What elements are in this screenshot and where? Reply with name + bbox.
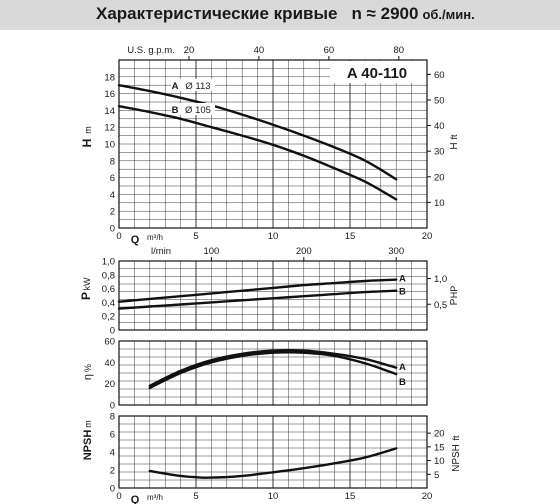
efficiency-y-axis-unit: %	[83, 363, 93, 373]
npsh-y2-axis-label: NPSH	[451, 444, 462, 472]
head-y2-tick-label: 50	[434, 95, 445, 107]
head-y2-tick-label: 60	[434, 69, 445, 81]
head-y-tick-label: 18	[104, 72, 115, 84]
efficiency-series-b-label: B	[399, 377, 406, 388]
head-y-tick-label: 2	[109, 206, 115, 218]
npsh-y2-tick-label: 5	[434, 469, 440, 481]
head-x-tick-label: 15	[344, 231, 356, 242]
head-x-tick-label: 20	[421, 231, 433, 242]
power-series-a-label: A	[399, 273, 406, 285]
head-y2-tick-label: 20	[434, 172, 445, 184]
efficiency-y-tick-label: 0	[109, 400, 115, 412]
head-series-a-label: A	[171, 81, 179, 92]
npsh-y-tick-label: 4	[109, 447, 115, 459]
npsh-x-tick-label: 0	[116, 491, 122, 502]
power-y-tick-label: 0,8	[101, 270, 115, 282]
npsh-y-tick-label: 2	[109, 465, 115, 477]
power-y-tick-label: 0,6	[101, 284, 115, 296]
head-y2-axis-label: H	[449, 142, 460, 150]
head-x2-tick-label: 20	[183, 45, 195, 56]
head-y-tick-label: 4	[109, 189, 115, 201]
speed-label: n ≈ 2900	[351, 4, 419, 23]
head-x-axis-unit: m³/h	[147, 233, 163, 242]
speed-unit-label: об./мин.	[422, 7, 475, 22]
power-y2-axis-unit: HP	[449, 285, 459, 299]
head-x2-tick-label: 40	[253, 45, 265, 56]
power-y-tick-label: 0,2	[101, 311, 115, 323]
model-title: A 40-110	[346, 65, 408, 82]
power-x2-tick-label: 100	[203, 246, 220, 257]
head-y2-tick-label: 40	[434, 121, 445, 133]
npsh-y-tick-label: 6	[109, 429, 115, 441]
head-series-b-diameter: Ø 105	[185, 105, 211, 116]
npsh-y2-tick-label: 15	[434, 442, 445, 454]
power-x2-tick-label: 300	[388, 246, 405, 257]
power-series-b-label: B	[399, 286, 406, 298]
head-x2-tick-label: 60	[323, 45, 335, 56]
head-y-tick-label: 14	[104, 105, 115, 117]
npsh-y-axis-unit: m	[83, 420, 93, 428]
head-y-tick-label: 16	[104, 89, 115, 101]
head-y-axis-unit: m	[83, 126, 93, 134]
npsh-x-tick-label: 20	[421, 491, 433, 502]
head-y-tick-label: 12	[104, 122, 115, 134]
power-y-axis-label: P	[79, 291, 93, 301]
npsh-x-tick-label: 15	[344, 491, 356, 502]
power-y2-tick-label: 0,5	[434, 299, 448, 311]
head-series-a-diameter: Ø 113	[185, 81, 211, 92]
head-x-tick-label: 0	[116, 231, 122, 242]
power-x2-tick-label: 200	[295, 246, 312, 257]
head-y2-axis-unit: ft	[449, 134, 459, 140]
head-x2-axis-label: U.S. g.p.m.	[127, 45, 175, 56]
head-y-tick-label: 0	[109, 223, 115, 235]
power-y-axis-unit: kW	[82, 277, 92, 291]
npsh-y2-tick-label: 10	[434, 456, 445, 468]
npsh-x-tick-label: 5	[193, 491, 199, 502]
power-y-tick-label: 0,4	[101, 297, 115, 309]
npsh-y-tick-label: 8	[109, 411, 115, 423]
title-label: Характеристические кривые	[96, 4, 338, 23]
efficiency-y-tick-label: 60	[104, 336, 115, 348]
efficiency-y-tick-label: 20	[104, 379, 115, 391]
power-y-tick-label: 0	[109, 325, 115, 337]
npsh-y2-axis-unit: ft	[451, 435, 461, 441]
head-series-b-label: B	[171, 105, 179, 116]
efficiency-series-a-label: A	[399, 362, 406, 373]
npsh-y2-tick-label: 20	[434, 428, 445, 440]
head-y-axis-label: H	[80, 138, 94, 148]
npsh-y-axis-label: NPSH	[82, 429, 94, 461]
head-x-axis-label: Q	[130, 234, 140, 246]
head-x-tick-label: 10	[267, 231, 279, 242]
head-x-tick-label: 5	[193, 231, 199, 242]
npsh-y-tick-label: 0	[109, 483, 115, 495]
head-x2-tick-label: 80	[393, 45, 405, 56]
efficiency-y-tick-label: 40	[104, 357, 115, 369]
head-y-tick-label: 8	[109, 156, 115, 168]
head-y-tick-label: 10	[104, 139, 115, 151]
npsh-x-tick-label: 10	[267, 491, 279, 502]
power-y2-axis-label: P	[449, 298, 460, 306]
npsh-x-axis-label: Q	[130, 494, 140, 504]
efficiency-y-axis-label: η	[82, 373, 94, 381]
power-y-tick-label: 1,0	[101, 256, 115, 268]
head-y2-tick-label: 30	[434, 146, 445, 158]
power-y2-tick-label: 1,0	[434, 274, 448, 286]
head-y-tick-label: 6	[109, 173, 115, 185]
npsh-x-axis-unit: m³/h	[147, 493, 163, 502]
head-y2-tick-label: 10	[434, 197, 445, 209]
power-x2-axis-label: l/min	[150, 246, 172, 257]
